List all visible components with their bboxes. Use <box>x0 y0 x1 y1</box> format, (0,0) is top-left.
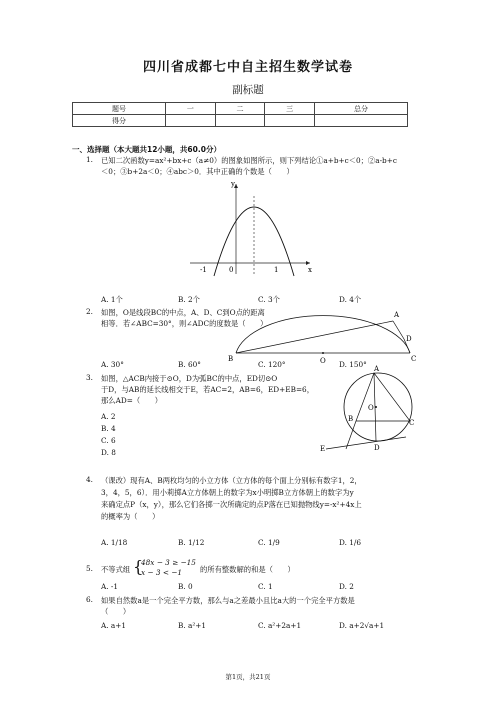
option-c[interactable]: C. a²+2a+1 <box>258 621 302 630</box>
question-text <box>101 155 421 177</box>
label-b: B <box>348 415 354 423</box>
table-cell: 二 <box>215 103 265 115</box>
table-row <box>73 103 408 115</box>
option-b[interactable]: B. 4 <box>101 424 116 433</box>
y-label: y <box>231 180 235 188</box>
circle-figure <box>316 365 416 457</box>
question-line: 的概率为（ ） <box>101 512 160 521</box>
label-o: O <box>368 404 374 412</box>
table-cell: 总分 <box>314 103 407 115</box>
table-row <box>73 115 408 127</box>
question-line: 如图，△ACB内接于⊙O，D为弧BC的中点，ED切⊙O <box>101 374 278 383</box>
option-a[interactable]: A. 1个 <box>101 295 123 304</box>
option-d[interactable]: D. 4个 <box>339 295 362 304</box>
option-c[interactable]: C. 120° <box>258 360 286 369</box>
question-line: 3，4，5，6）．用小莉掷A立方体朝上的数字为x小明掷B立方体朝上的数字为y <box>101 488 354 497</box>
label-a: A <box>394 311 400 319</box>
question-line: 那么AD=（ ） <box>101 396 163 405</box>
option-d[interactable]: D. 1/6 <box>339 538 361 547</box>
question-number: 2. <box>86 307 93 316</box>
option-a[interactable]: A. -1 <box>101 582 119 591</box>
question-number: 1. <box>86 155 93 164</box>
question-line: 相等．若∠ABC=30°，则∠ADC的度数是（ ） <box>101 319 268 328</box>
option-c[interactable]: C. 3个 <box>258 295 280 304</box>
label-d: D <box>406 335 412 343</box>
option-a[interactable]: A. 30° <box>101 360 124 369</box>
label-b: B <box>228 355 234 363</box>
table-cell <box>314 115 407 127</box>
option-b[interactable]: B. 1/12 <box>178 538 205 547</box>
option-b[interactable]: B. 2个 <box>178 295 200 304</box>
table-cell: 三 <box>265 103 315 115</box>
page-title: 四川省成都七中自主招生数学试卷 <box>142 60 353 75</box>
question-line: 如果自然数a是一个完全平方数，那么与a之差最小且比a大的一个完全平方数是 <box>101 596 355 605</box>
option-c[interactable]: C. 1/9 <box>258 538 280 547</box>
question-text <box>101 373 341 406</box>
table-cell <box>166 115 216 127</box>
table-cell: 题号 <box>73 103 166 115</box>
question-line: （ ） <box>101 607 131 616</box>
page-footer: 第1页，共21页 <box>225 673 271 681</box>
question-number: 5. <box>86 564 93 573</box>
segment-ba <box>236 321 393 353</box>
table-cell <box>265 115 315 127</box>
option-d[interactable]: D. 2 <box>339 582 354 591</box>
option-d[interactable]: D. a+2√a+1 <box>339 621 385 630</box>
x-label: x <box>308 266 312 274</box>
question-text <box>101 475 421 523</box>
question-text <box>101 595 421 617</box>
inequality-1: 48x − 3 ≥ −15 <box>141 558 196 567</box>
table-cell: 一 <box>166 103 216 115</box>
origin-label: 0 <box>229 266 234 274</box>
question-number: 4. <box>86 475 93 484</box>
question-line: 于D，与AB的延长线相交于E，若AC=2，AB=6，ED+EB=6， <box>101 385 314 394</box>
label-d: D <box>374 444 380 452</box>
table-cell: 得分 <box>73 115 166 127</box>
option-a[interactable]: A. a+1 <box>101 621 127 630</box>
question-number: 3. <box>86 373 93 382</box>
segment-ad <box>393 321 404 339</box>
question-line: ＜0；③b+2a＜0；④abc＞0．其中正确的个数是（ ） <box>101 167 294 176</box>
label-c: C <box>411 355 417 363</box>
brace-symbol: { <box>133 557 144 576</box>
page-subtitle: 副标题 <box>232 84 264 96</box>
tick-neg1: -1 <box>200 266 207 274</box>
question-line: 如图，O是线段BC的中点，A、D、C到O点的距离 <box>101 308 265 317</box>
label-a: A <box>374 365 380 373</box>
option-d[interactable]: D. 150° <box>339 360 367 369</box>
table-cell <box>215 115 265 127</box>
triangle-acb <box>356 373 410 421</box>
question-line: 来确定点P（x，y），那么它们各掷一次所确定的点P落在已知抛物线y=-x²+4x上 <box>101 500 362 509</box>
center-point <box>375 406 377 408</box>
x-axis-arrow <box>306 261 310 265</box>
option-a[interactable]: A. 1/18 <box>101 538 128 547</box>
question-line: 已知二次函数y=ax²+bx+c（a≠0）的图象如图所示，则下列结论①a+b+c＜0；②a-b+c <box>101 156 397 165</box>
circle-o <box>344 373 415 441</box>
question-number: 6. <box>86 595 93 604</box>
question-line: （课改）现有A、B两枚均匀的小立方体（立方体的每个面上分别标有数字1，2， <box>101 476 362 485</box>
question-pre: 不等式组 <box>101 565 131 574</box>
label-e: E <box>320 445 326 453</box>
option-b[interactable]: B. 0 <box>178 582 193 591</box>
label-c: C <box>409 419 415 427</box>
question-post: 的所有整数解的和是（ ） <box>200 565 295 574</box>
label-o: O <box>320 357 326 365</box>
parabola-figure <box>180 178 320 278</box>
option-c[interactable]: C. 1 <box>258 582 273 591</box>
section-heading: 一、选择题（本大题共12小题，共60.0分） <box>72 145 221 154</box>
option-a[interactable]: A. 2 <box>101 412 116 421</box>
score-table <box>72 102 408 127</box>
inequality-2: x − 3 < −1 <box>141 568 183 577</box>
option-d[interactable]: D. 8 <box>101 448 116 457</box>
option-b[interactable]: B. a²+1 <box>178 621 207 630</box>
inequality-system <box>141 558 196 578</box>
option-c[interactable]: C. 6 <box>101 436 116 445</box>
option-b[interactable]: B. 60° <box>178 360 201 369</box>
tick-1: 1 <box>274 266 279 274</box>
center-point <box>322 352 324 354</box>
